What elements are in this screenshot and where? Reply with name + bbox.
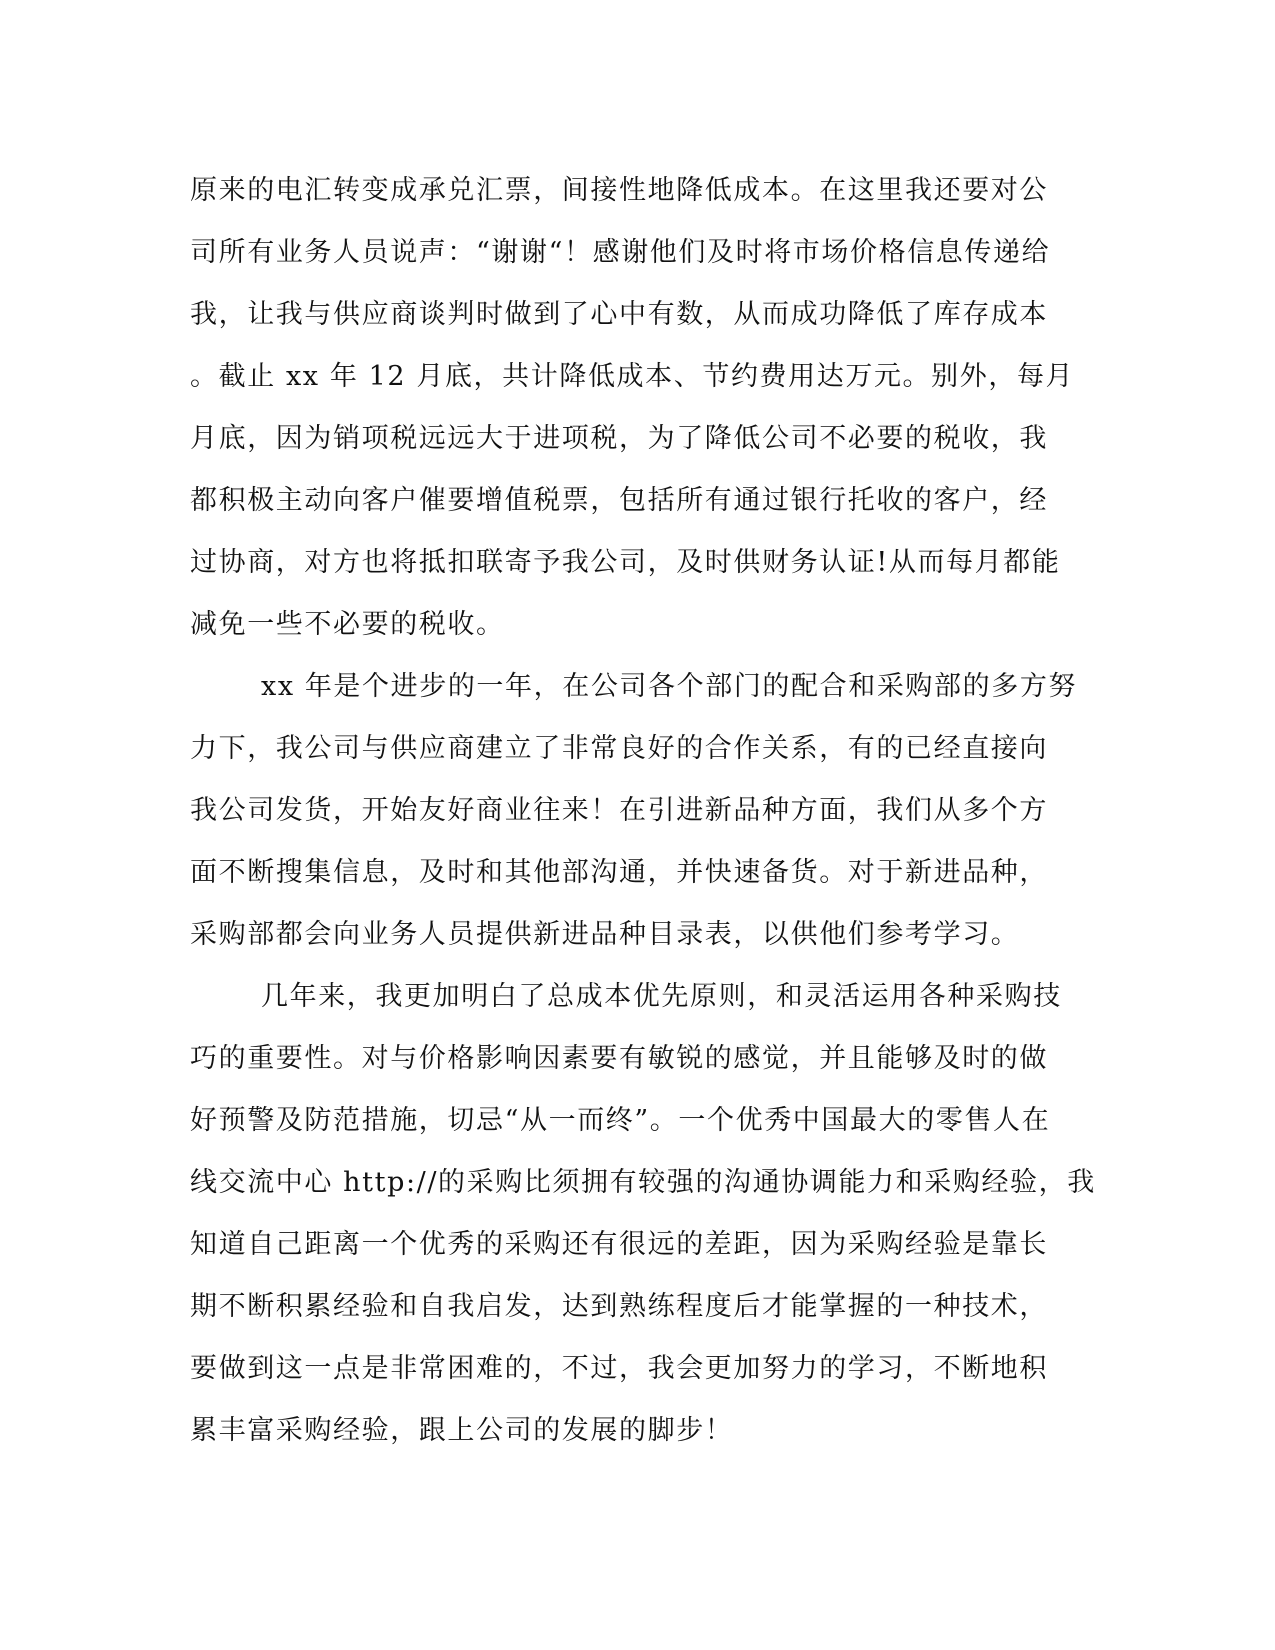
text-line: 减免一些不必要的税收。 (190, 609, 505, 640)
text-line: 司所有业务人员说声：“谢谢“！感谢他们及时将市场价格信息传递给 (190, 237, 1051, 268)
document-body (190, 160, 1096, 1462)
paragraph-2 (190, 656, 1090, 966)
paragraph-1 (190, 160, 1090, 656)
text-line: 都积极主动向客户催要增值税票，包括所有通过银行托收的客户，经 (190, 485, 1048, 516)
text-line-indented: 几年来，我更加明白了总成本优先原则，和灵活运用各种采购技 (261, 981, 1062, 1012)
text-line: 知道自己距离一个优秀的采购还有很远的差距，因为采购经验是靠长 (190, 1229, 1048, 1260)
text-line: 期不断积累经验和自我启发，达到熟练程度后才能掌握的一种技术， (190, 1291, 1048, 1322)
text-line: 面不断搜集信息，及时和其他部沟通，并快速备货。对于新进品种， (190, 857, 1048, 888)
text-line: 。截止 xx 年 12 月底，共计降低成本、节约费用达万元。别外，每月 (190, 361, 1075, 392)
text-line: 要做到这一点是非常困难的，不过，我会更加努力的学习，不断地积 (190, 1353, 1048, 1384)
text-line: 过协商，对方也将抵扣联寄予我公司，及时供财务认证!从而每月都能 (190, 547, 1061, 578)
text-line: 月底，因为销项税远远大于进项税，为了降低公司不必要的税收，我 (190, 423, 1048, 454)
text-line: 巧的重要性。对与价格影响因素要有敏锐的感觉，并且能够及时的做 (190, 1043, 1048, 1074)
text-line: 好预警及防范措施，切忌“从一而终”。一个优秀中国最大的零售人在 (190, 1105, 1051, 1136)
text-line: 累丰富采购经验，跟上公司的发展的脚步！ (190, 1415, 734, 1446)
text-line-indented: xx 年是个进步的一年，在公司各个部门的配合和采购部的多方努 (261, 671, 1078, 702)
text-line: 原来的电汇转变成承兑汇票，间接性地降低成本。在这里我还要对公 (190, 175, 1048, 206)
text-line: 线交流中心 http://的采购比须拥有较强的沟通协调能力和采购经验，我 (190, 1167, 1096, 1198)
text-line: 我，让我与供应商谈判时做到了心中有数，从而成功降低了库存成本 (190, 299, 1048, 330)
text-line: 采购部都会向业务人员提供新进品种目录表，以供他们参考学习。 (190, 919, 1020, 950)
paragraph-3 (190, 966, 1096, 1462)
text-line: 我公司发货，开始友好商业往来！在引进新品种方面，我们从多个方 (190, 795, 1048, 826)
text-line: 力下，我公司与供应商建立了非常良好的合作关系，有的已经直接向 (190, 733, 1048, 764)
